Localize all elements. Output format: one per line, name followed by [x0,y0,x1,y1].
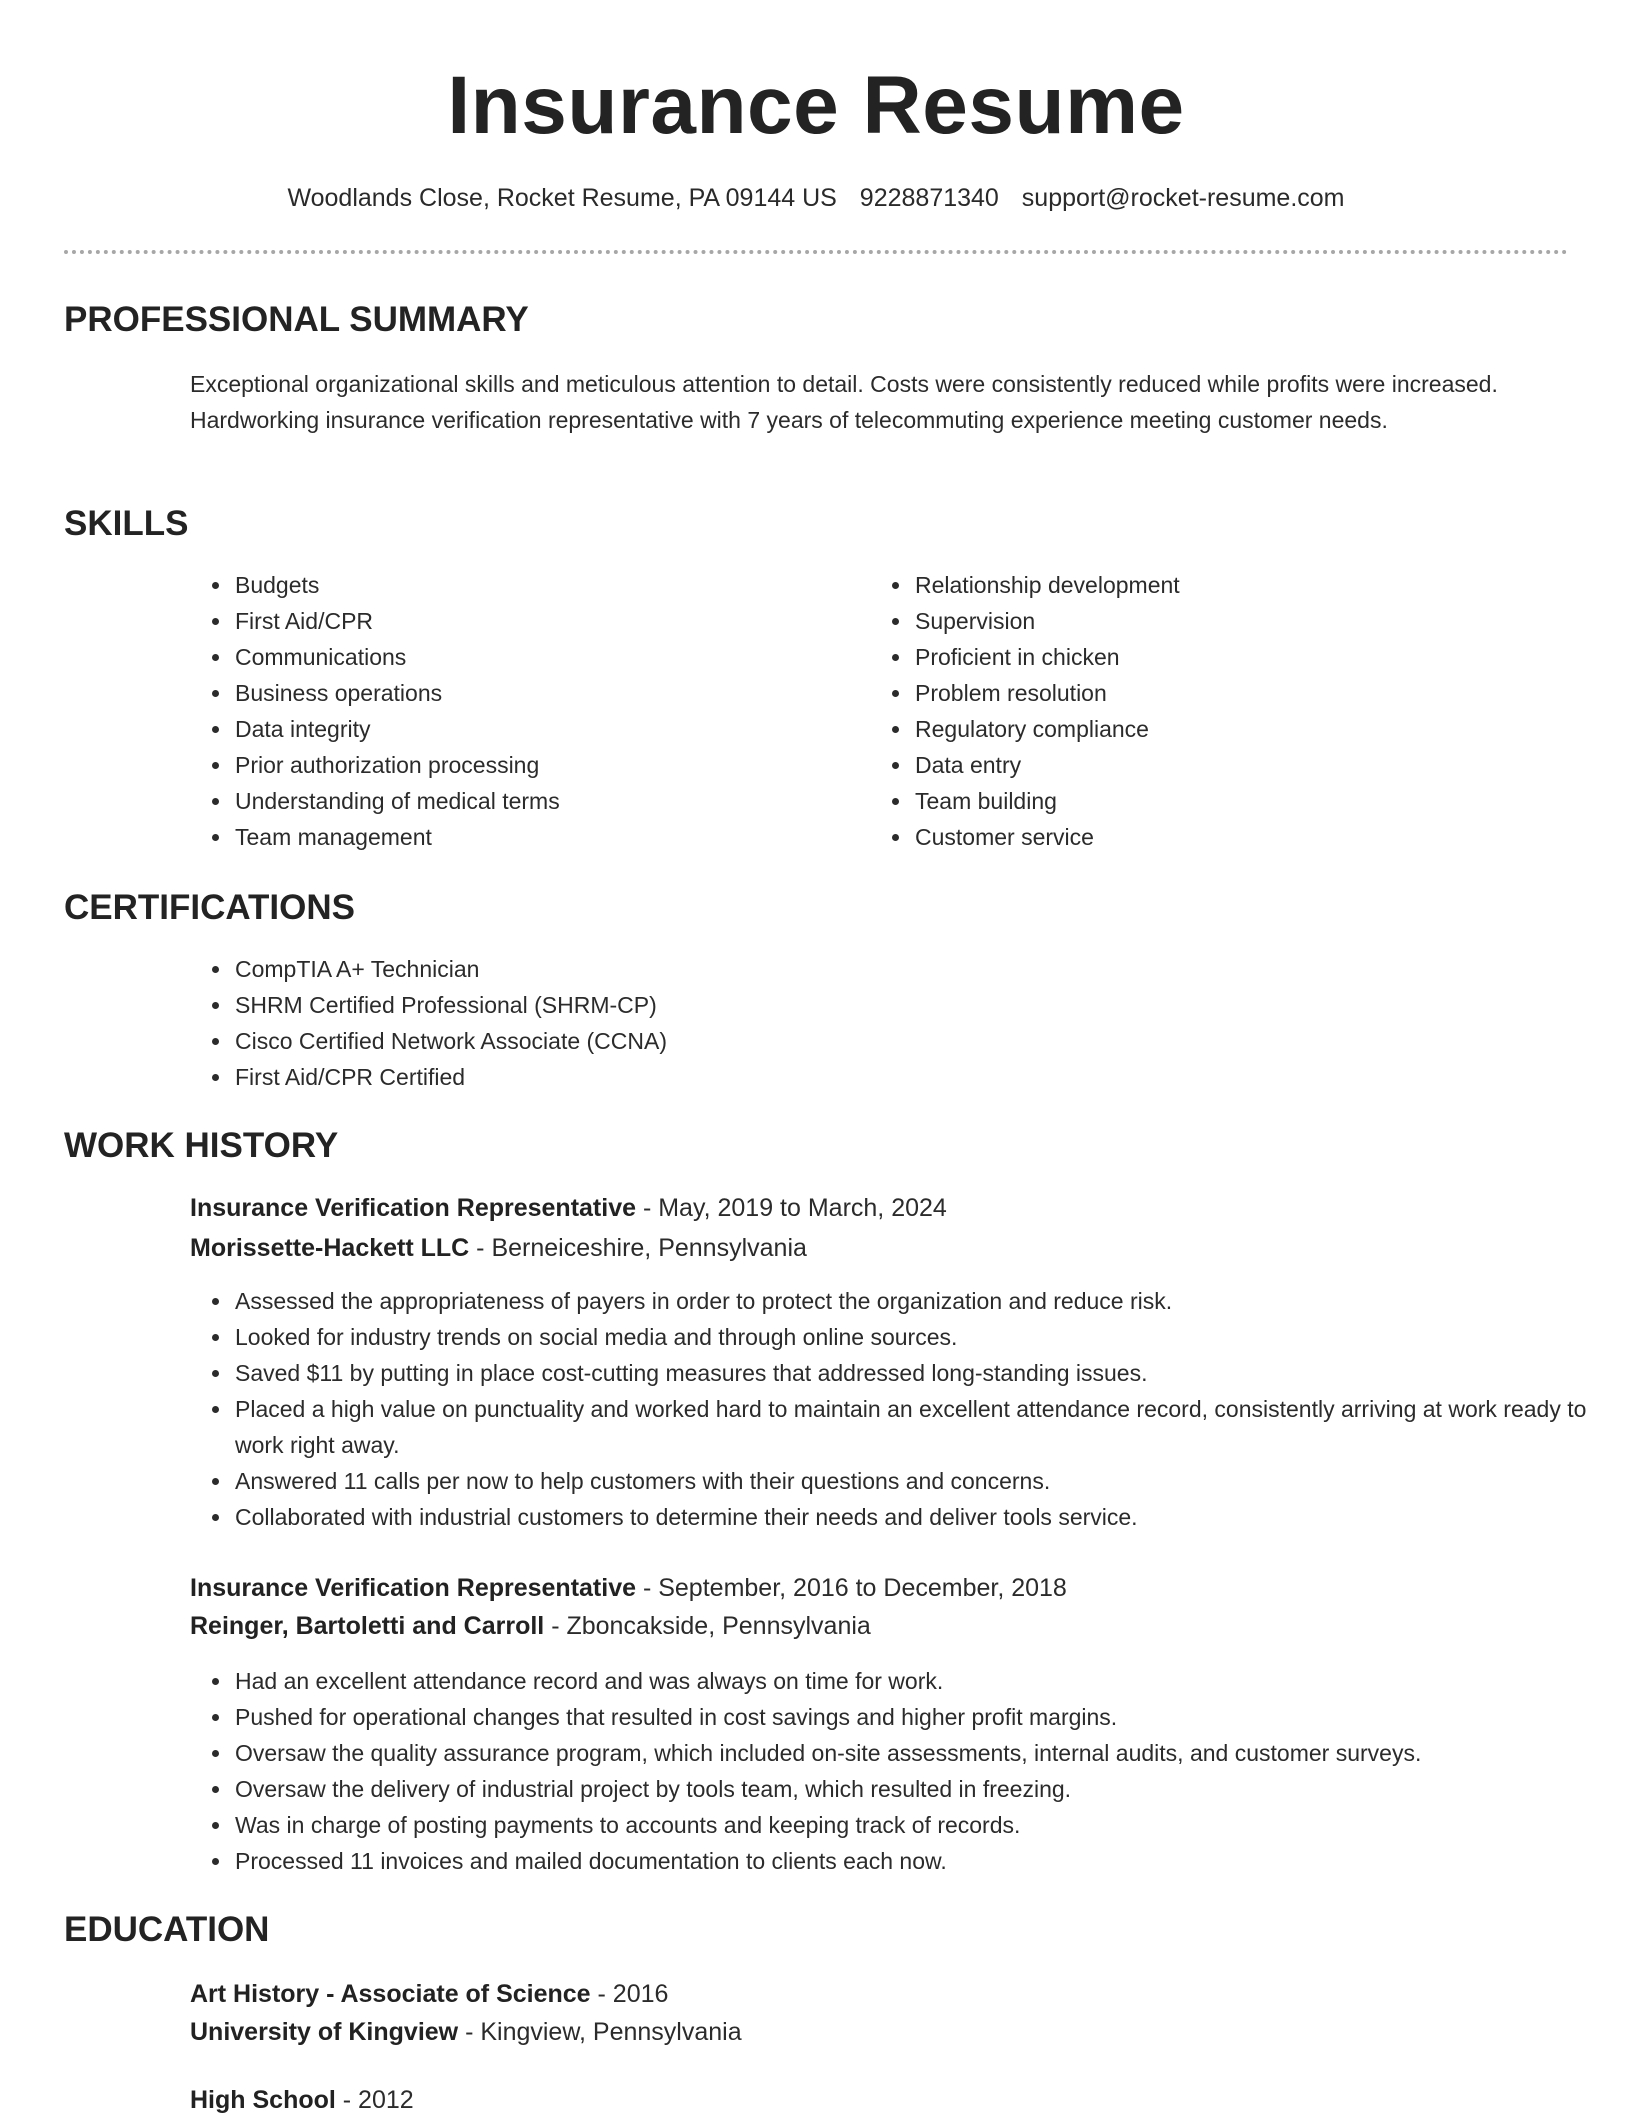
job-title-line [190,1192,947,1224]
job-company-line [190,1610,871,1642]
job-role: Insurance Verification Representative [190,1574,637,1602]
contact-address: Woodlands Close, Rocket Resume, PA 09144 US [287,184,837,212]
header-divider [64,250,1568,254]
job-bullets [190,1283,1593,1535]
job-location: - Zboncakside, Pennsylvania [544,1612,871,1640]
contact-email: support@rocket-resume.com [1021,184,1345,212]
list-item: • Data entry [913,747,1513,783]
list-item: • Had an excellent attendance record and was always on time for work. [233,1663,1593,1699]
education-heading: EDUCATION [64,1910,270,1949]
list-item: • Supervision [913,603,1513,639]
job-location: - Berneiceshire, Pennsylvania [469,1234,807,1262]
list-item: • Saved $11 by putting in place cost-cutting measures that addressed long-standing issues. [233,1355,1593,1391]
summary-text: Exceptional organizational skills and meticulous attention to detail. Costs were consistently reduced while profits were increased. Hardworking insurance verification representative with 7 years of telecommuting experience meeting customer needs. [190,371,1498,433]
list-item: • Oversaw the delivery of industrial project by tools team, which resulted in freezing. [233,1771,1593,1807]
list-item: • Oversaw the quality assurance program, which included on-site assessments, internal audits, and customer surveys. [233,1735,1593,1771]
education-school-line [190,2016,742,2048]
summary-heading: PROFESSIONAL SUMMARY [64,300,529,339]
education-school: University of Kingview [190,2018,459,2046]
list-item: • Business operations [233,675,833,711]
contact-phone: 9228871340 [859,184,999,212]
education-location: - Kingview, Pennsylvania [458,2018,742,2046]
list-item: • Prior authorization processing [233,747,833,783]
list-item: • First Aid/CPR Certified [233,1059,1533,1095]
skills-list-right [870,567,1513,855]
list-item: • Budgets [233,567,833,603]
education-degree: High School [190,2086,336,2114]
skills-list-left [190,567,833,855]
list-item: • Team building [913,783,1513,819]
list-item: • CompTIA A+ Technician [233,951,1533,987]
list-item: • Processed 11 invoices and mailed documentation to clients each now. [233,1843,1593,1879]
education-degree-line [190,2084,414,2116]
resume-title: Insurance Resume [447,60,1185,151]
list-item: • Team management [233,819,833,855]
list-item: • Problem resolution [913,675,1513,711]
list-item: • Pushed for operational changes that resulted in cost savings and higher profit margins. [233,1699,1593,1735]
list-item: • Looked for industry trends on social media and through online sources. [233,1319,1593,1355]
list-item: • First Aid/CPR [233,603,833,639]
list-item: • Understanding of medical terms [233,783,833,819]
education-year: - 2016 [590,1980,669,2008]
education-degree-line [190,1978,668,2010]
list-item: • Relationship development [913,567,1513,603]
work-history-heading: WORK HISTORY [64,1126,339,1165]
job-company: Morissette-Hackett LLC [190,1234,470,1262]
job-company: Reinger, Bartoletti and Carroll [190,1612,545,1640]
list-item: • Communications [233,639,833,675]
job-dates: - September, 2016 to December, 2018 [636,1574,1067,1602]
list-item: • Data integrity [233,711,833,747]
job-title-line [190,1572,1067,1604]
job-role: Insurance Verification Representative [190,1194,637,1222]
education-degree: Art History - Associate of Science [190,1980,591,2008]
skills-heading: SKILLS [64,504,189,543]
list-item: • Assessed the appropriateness of payers in order to protect the organization and reduce risk. [233,1283,1593,1319]
certifications-heading: CERTIFICATIONS [64,888,356,927]
list-item: • Was in charge of posting payments to accounts and keeping track of records. [233,1807,1593,1843]
list-item: • Answered 11 calls per now to help customers with their questions and concerns. [233,1463,1593,1499]
job-bullets [190,1663,1593,1879]
education-year: - 2012 [335,2086,414,2114]
contact-line [0,182,1632,214]
list-item: • Regulatory compliance [913,711,1513,747]
list-item: • Cisco Certified Network Associate (CCNA) [233,1023,1533,1059]
list-item: • Customer service [913,819,1513,855]
certifications-list [190,951,1533,1095]
job-dates: - May, 2019 to March, 2024 [636,1194,947,1222]
list-item: • Placed a high value on punctuality and worked hard to maintain an excellent attendance record, consistently arriving at work ready to work right away. [233,1391,1593,1463]
list-item: • Collaborated with industrial customers to determine their needs and deliver tools service. [233,1499,1593,1535]
job-company-line [190,1232,807,1264]
list-item: • Proficient in chicken [913,639,1513,675]
list-item: • SHRM Certified Professional (SHRM-CP) [233,987,1533,1023]
